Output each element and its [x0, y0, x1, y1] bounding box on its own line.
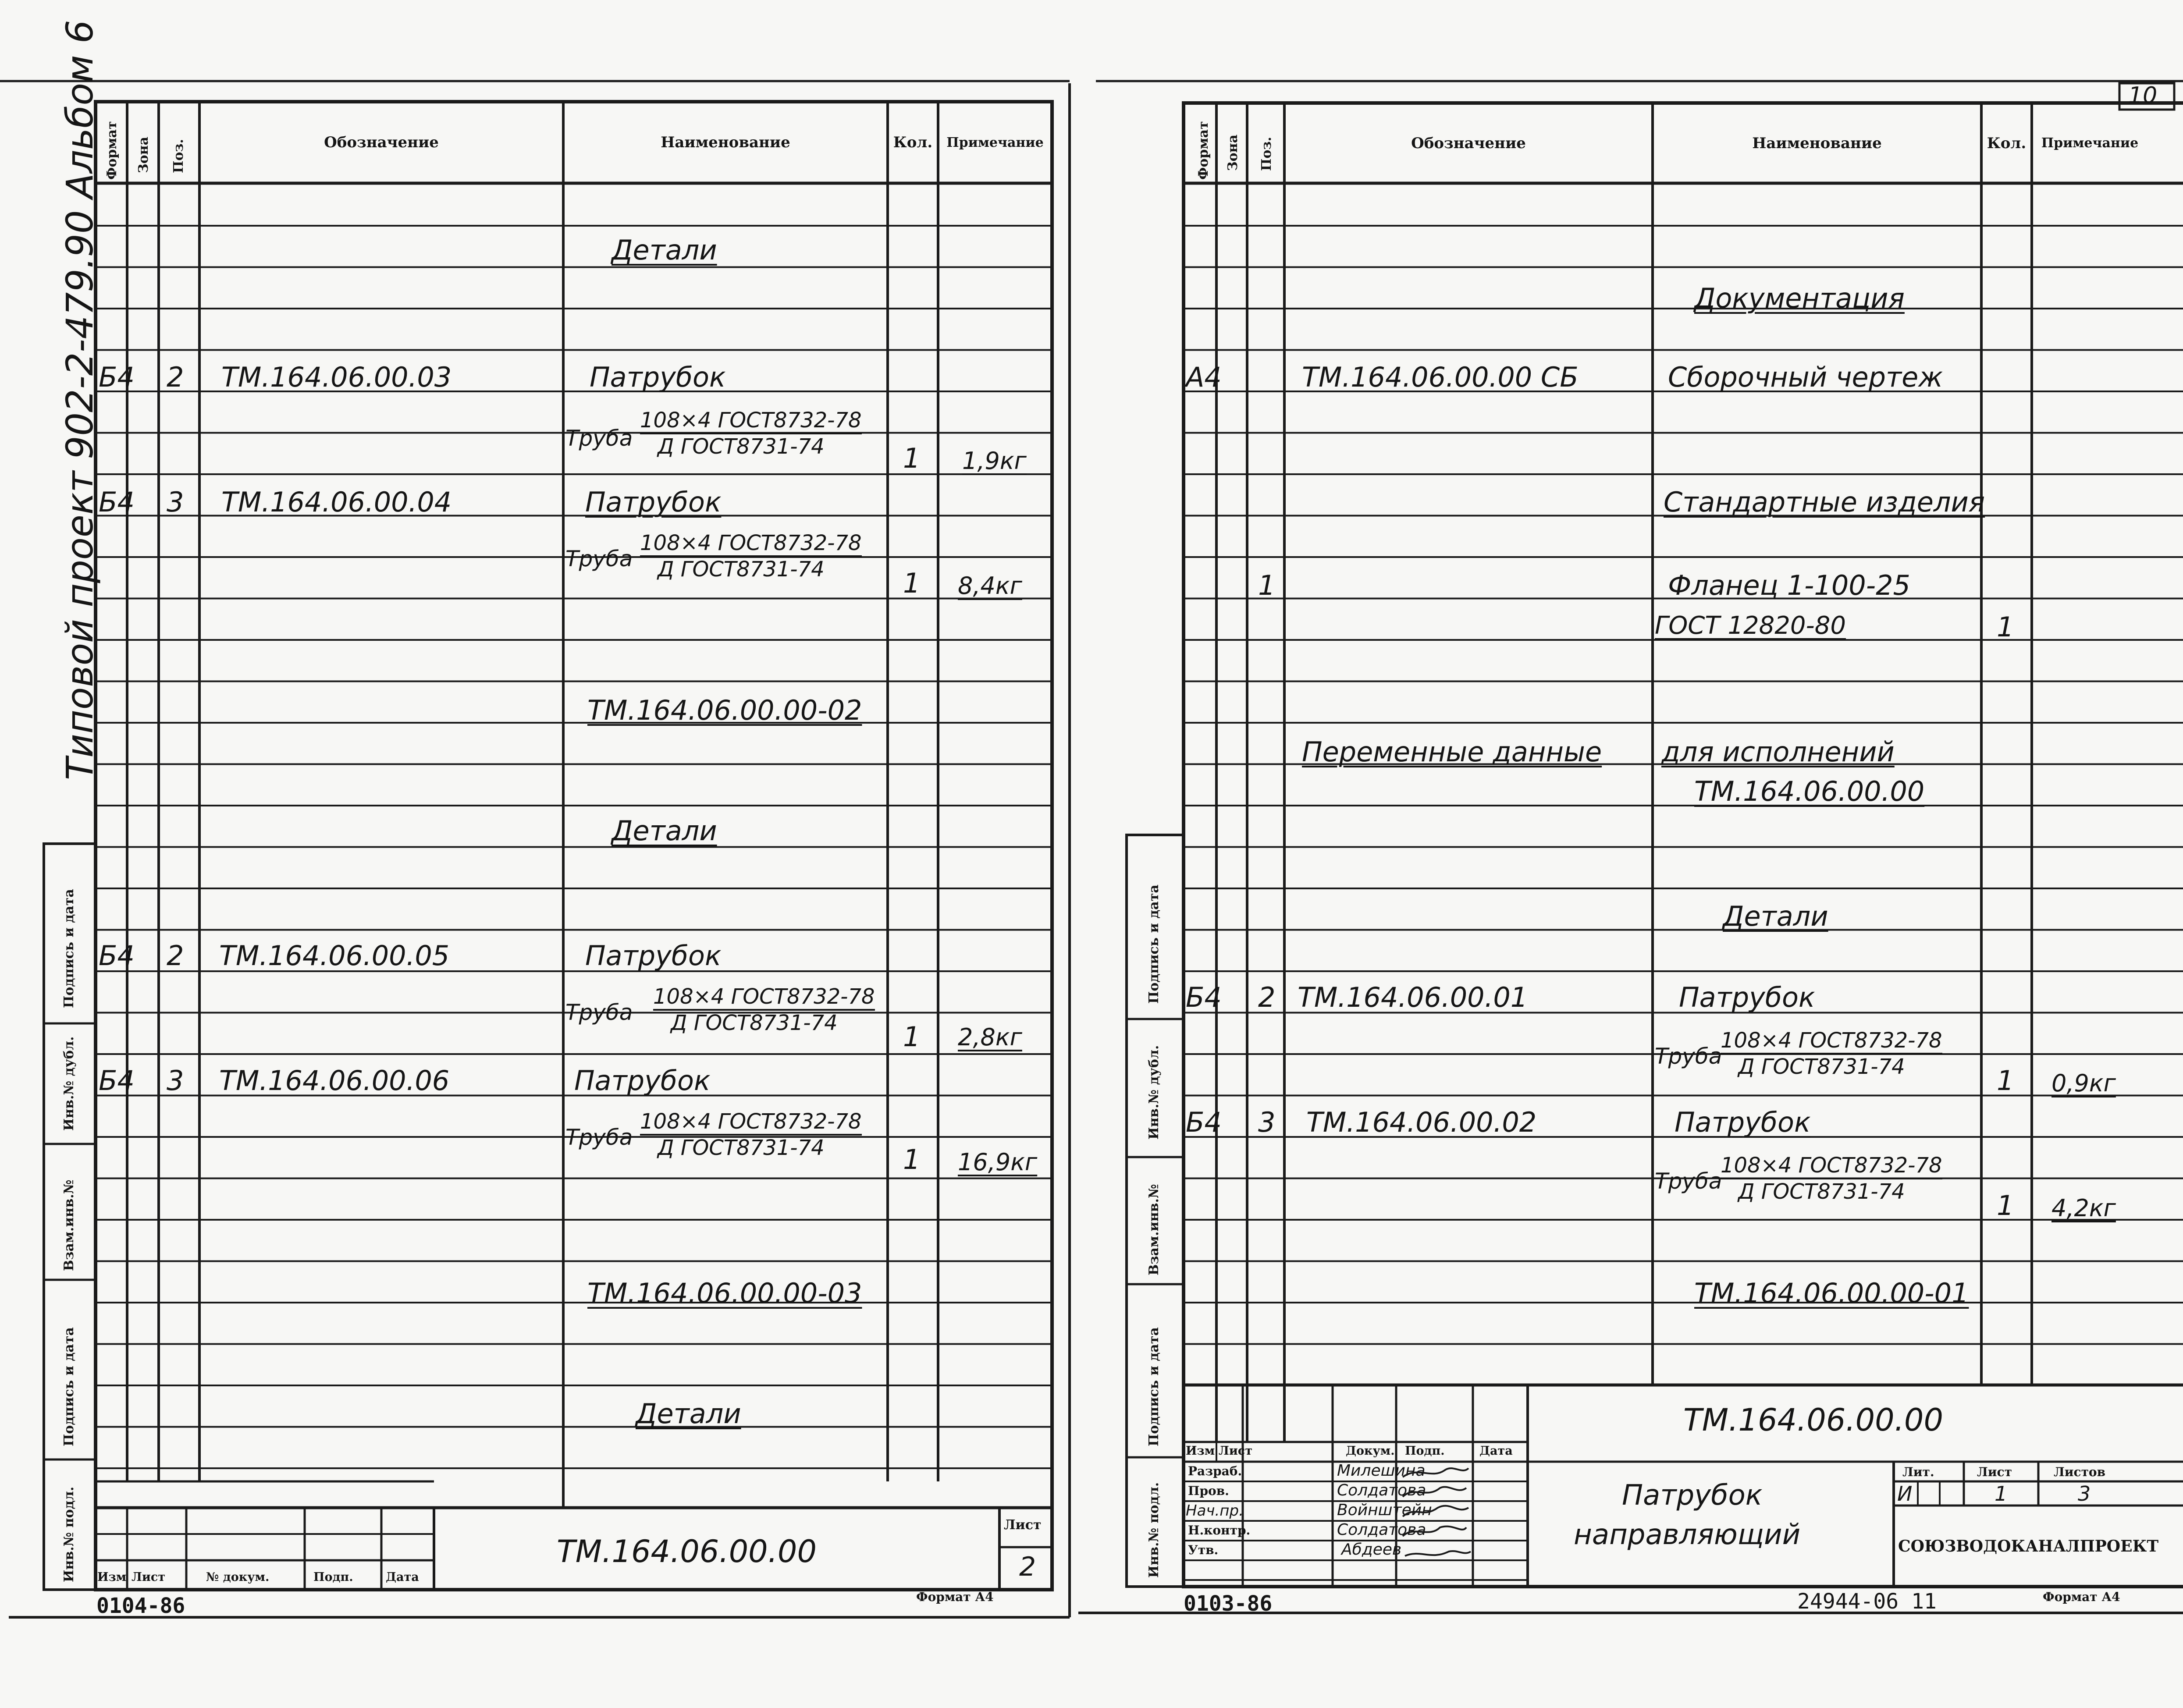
- footer-code: 0103-86: [1184, 1591, 1273, 1616]
- row-pipe-spec: 108×4 ГОСТ8732-78 Д ГОСТ8731-74: [653, 984, 875, 1035]
- stamp-role-approved: Утв.: [1188, 1543, 1219, 1557]
- stamp-person-head: Войнштейн: [1337, 1501, 1432, 1519]
- header-note: Примечание: [946, 135, 1044, 150]
- row-name: Патрубок: [590, 361, 726, 393]
- section-details-1: Детали: [612, 234, 717, 266]
- header-format: Формат: [104, 121, 120, 180]
- stamp-col-list: Лист: [1219, 1444, 1253, 1458]
- row-pipe-label: Труба: [565, 1000, 633, 1025]
- row-format: Б4: [99, 361, 135, 393]
- row-designation: ТМ.164.06.00.02: [1306, 1106, 1537, 1138]
- row-pipe-label: Труба: [565, 426, 633, 451]
- section-details-3: Детали: [636, 1398, 741, 1430]
- stamp-sheet-label: Лист: [1977, 1465, 2012, 1479]
- side-label-inv-podl: Инв.№ подл.: [61, 1486, 77, 1582]
- stamp-role-developer: Разраб.: [1188, 1464, 1242, 1478]
- signatures: [1396, 1462, 1473, 1580]
- stamp-person-checker: Солдатова: [1337, 1481, 1426, 1499]
- section-variable-data: Переменные данные: [1302, 736, 1602, 768]
- stamp-title-line1: Патрубок: [1622, 1479, 1763, 1512]
- side-label-sign-date-2: Подпись и дата: [1146, 1327, 1162, 1446]
- stamp-col-sign: Подп.: [1405, 1444, 1445, 1458]
- row-format: А4: [1186, 361, 1222, 393]
- stamp-sheet-value: 1: [1995, 1482, 2008, 1506]
- section-documentation: Документация: [1694, 282, 1905, 314]
- stamp-person-norm-control: Солдатова: [1337, 1521, 1426, 1539]
- header-qty: Кол.: [1987, 134, 2027, 152]
- left-sheet: [0, 0, 1078, 1708]
- row-note: 2,8кг: [958, 1023, 1022, 1051]
- section-for-variants: для исполнений: [1661, 736, 1895, 768]
- stamp-col-date: Дата: [386, 1570, 419, 1584]
- row-pipe-spec: 108×4 ГОСТ8732-78 Д ГОСТ8731-74: [640, 408, 862, 459]
- header-format: Формат: [1196, 121, 1211, 180]
- header-zone: Зона: [136, 136, 151, 173]
- section-variant-01: ТМ.164.06.00.00-01: [1694, 1277, 1969, 1309]
- footer-number: 24944-06 11: [1797, 1589, 1937, 1614]
- section-standard-items: Стандартные изделия: [1664, 486, 1985, 518]
- row-qty: 1: [1997, 1065, 2014, 1097]
- row-format: Б4: [99, 940, 135, 972]
- header-pos: Поз.: [171, 139, 186, 173]
- side-label-vzam-inv: Взам.инв.№: [61, 1179, 77, 1271]
- stamp-role-checker: Пров.: [1188, 1484, 1229, 1498]
- row-pipe-label: Труба: [1655, 1044, 1722, 1069]
- section-details: Детали: [1723, 900, 1828, 932]
- stamp-sheets-value: 3: [2078, 1482, 2091, 1506]
- stamp-organization: СОЮЗВОДОКАНАЛПРОЕКТ: [1898, 1537, 2159, 1555]
- stamp-role-norm-control: Н.контр.: [1188, 1523, 1251, 1538]
- stamp-person-developer: Милешина: [1337, 1462, 1426, 1480]
- row-note: 16,9кг: [958, 1148, 1038, 1176]
- stamp-lit-value: И: [1897, 1482, 1913, 1506]
- section-details-2: Детали: [612, 815, 717, 847]
- stamp-designation: ТМ.164.06.00.00: [1683, 1402, 1943, 1438]
- row-pipe-label: Труба: [565, 546, 633, 572]
- format-label: Формат А4: [2043, 1590, 2120, 1604]
- row-pipe-label: Труба: [565, 1125, 633, 1150]
- row-name: Патрубок: [1679, 981, 1815, 1013]
- row-format: Б4: [1186, 981, 1222, 1013]
- row-note: 8,4кг: [958, 572, 1022, 600]
- row-pipe-spec: 108×4 ГОСТ8732-78 Д ГОСТ8731-74: [640, 1109, 862, 1160]
- stamp-sheets-label: Листов: [2054, 1465, 2106, 1479]
- row-designation: ТМ.164.06.00.03: [221, 361, 452, 393]
- stamp-col-doc: Докум.: [1346, 1444, 1395, 1458]
- row-format: Б4: [99, 486, 135, 518]
- row-pos: 3: [1258, 1106, 1276, 1138]
- header-pos: Поз.: [1259, 137, 1274, 171]
- row-pipe-spec: 108×4 ГОСТ8732-78 Д ГОСТ8731-74: [1721, 1028, 1942, 1079]
- stamp-lit-label: Лит.: [1902, 1465, 1934, 1479]
- row-pos: 2: [167, 361, 184, 393]
- row-qty: 1: [903, 1021, 921, 1053]
- header-note: Примечание: [2041, 135, 2139, 151]
- row-designation: ТМ.164.06.00.00 СБ: [1302, 361, 1579, 393]
- row-name: Патрубок: [574, 1065, 711, 1097]
- row-pipe-spec: 108×4 ГОСТ8732-78 Д ГОСТ8731-74: [640, 531, 862, 582]
- stamp-sheet-label: Лист: [1004, 1517, 1042, 1533]
- row-note: 0,9кг: [2051, 1069, 2116, 1097]
- row-format: Б4: [99, 1065, 135, 1097]
- side-label-sign-date-2: Подпись и дата: [61, 1327, 77, 1446]
- side-label-sign-date: Подпись и дата: [1146, 884, 1162, 1004]
- header-zone: Зона: [1225, 134, 1241, 171]
- row-name: ГОСТ 12820-80: [1655, 611, 1846, 640]
- row-qty: 1: [903, 1143, 921, 1175]
- header-designation: Обозначение: [324, 134, 439, 151]
- stamp-role-head: Нач.пр.: [1186, 1502, 1244, 1520]
- header-name: Наименование: [1752, 134, 1882, 152]
- row-note: 4,2кг: [2051, 1194, 2116, 1222]
- row-name: Патрубок: [585, 940, 722, 972]
- row-designation: ТМ.164.06.00.04: [221, 486, 452, 518]
- right-sheet: [1078, 0, 2183, 1708]
- stamp-designation: ТМ.164.06.00.00: [557, 1534, 817, 1570]
- footer-code: 0104-86: [96, 1594, 185, 1618]
- side-label-inv-dubl: Инв.№ дубл.: [1146, 1045, 1162, 1140]
- page-number: 10: [2128, 82, 2158, 109]
- stamp-col-izm: Изм: [1186, 1444, 1215, 1458]
- section-variant-base: ТМ.164.06.00.00: [1694, 775, 1925, 807]
- stamp-title-line2: направляющий: [1574, 1519, 1801, 1551]
- stamp-col-sign: Подп.: [313, 1570, 353, 1584]
- row-designation: ТМ.164.06.00.05: [219, 940, 450, 972]
- stamp-person-approved: Абдеев: [1341, 1541, 1402, 1559]
- row-pipe-spec: 108×4 ГОСТ8732-78 Д ГОСТ8731-74: [1721, 1153, 1942, 1204]
- left-sheet-grid: [0, 0, 1078, 1708]
- row-pos: 2: [167, 940, 184, 972]
- row-designation: ТМ.164.06.00.06: [219, 1065, 450, 1097]
- section-variant-02: ТМ.164.06.00.00-02: [587, 694, 862, 726]
- stamp-col-list: Лист: [132, 1570, 166, 1584]
- row-name: Сборочный чертеж: [1668, 361, 1943, 393]
- stamp-col-doc: № докум.: [206, 1570, 270, 1584]
- header-name: Наименование: [661, 134, 790, 151]
- header-qty: Кол.: [893, 134, 933, 151]
- row-qty: 1: [903, 442, 921, 474]
- row-name: Патрубок: [585, 486, 722, 518]
- stamp-col-date: Дата: [1479, 1444, 1513, 1458]
- row-qty: 1: [1997, 611, 2014, 643]
- row-pipe-label: Труба: [1655, 1168, 1722, 1194]
- row-qty: 1: [1997, 1190, 2014, 1222]
- project-side-title: Типовой проект 902-2-479.90 Альбом 6: [58, 20, 101, 780]
- row-qty: 1: [903, 567, 921, 599]
- row-pos: 3: [167, 1065, 184, 1097]
- side-label-inv-dubl: Инв.№ дубл.: [61, 1036, 77, 1131]
- row-format: Б4: [1186, 1106, 1222, 1138]
- section-variant-03: ТМ.164.06.00.00-03: [587, 1277, 862, 1309]
- format-label: Формат А4: [916, 1590, 994, 1604]
- row-designation: ТМ.164.06.00.01: [1298, 981, 1528, 1013]
- row-pos: 2: [1258, 981, 1276, 1013]
- stamp-sheet-no: 2: [1019, 1552, 1036, 1582]
- stamp-col-izm: Изм: [97, 1570, 127, 1584]
- side-label-sign-date: Подпись и дата: [61, 889, 77, 1008]
- header-designation: Обозначение: [1411, 134, 1526, 152]
- row-name: Патрубок: [1675, 1106, 1811, 1138]
- row-note: 1,9кг: [962, 447, 1027, 475]
- row-name: Фланец 1-100-25: [1668, 569, 1911, 601]
- row-pos: 3: [167, 486, 184, 518]
- row-pos: 1: [1258, 569, 1276, 601]
- side-label-inv-podl: Инв.№ подл.: [1146, 1482, 1162, 1578]
- side-label-vzam-inv: Взам.инв.№: [1146, 1184, 1162, 1275]
